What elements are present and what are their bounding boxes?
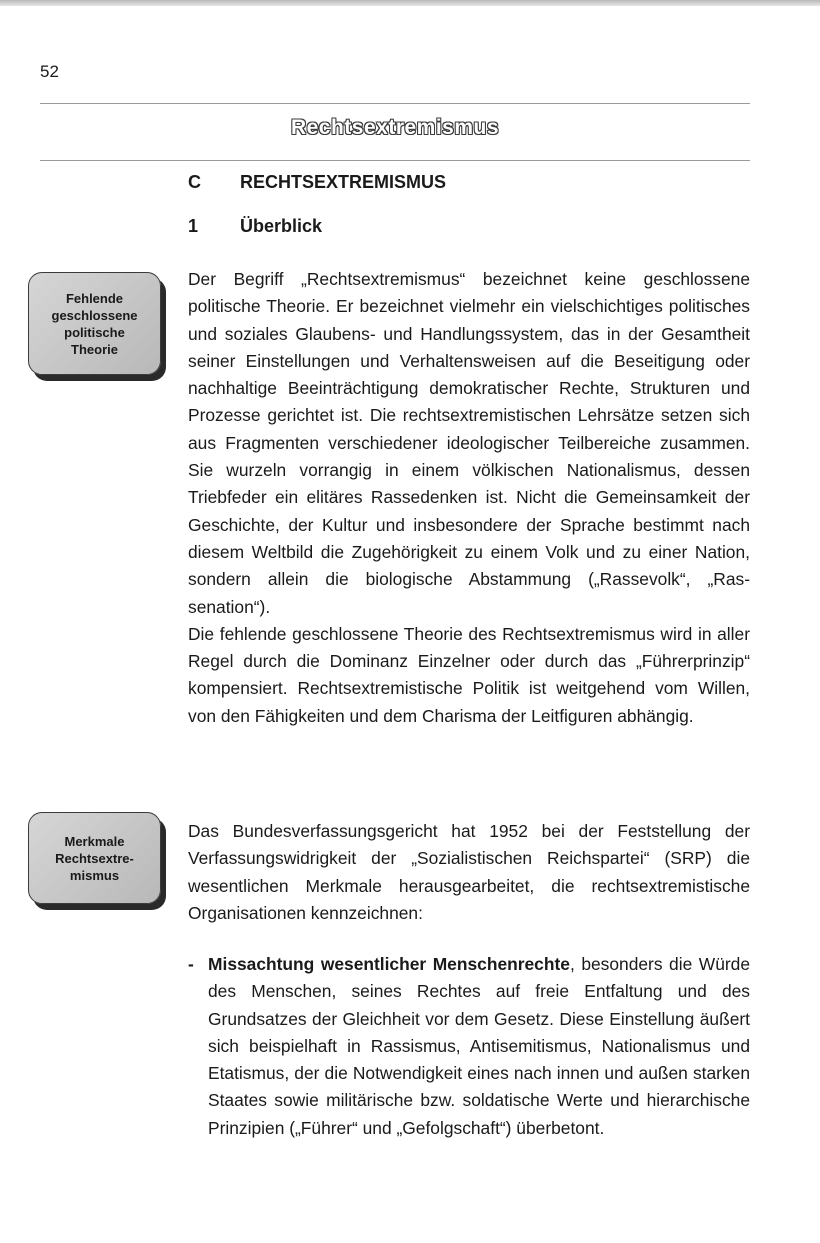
margin-note-theory [28,272,161,375]
page-number: 52 [40,62,59,81]
paragraph: Das Bundesverfassungsgericht hat 1952 bei der Feststellung der Verfassungswidrigkeit der „Sozialistischen Reichspartei“ (SRP) die wesentlichen Merkmale herausgearbeitet, die rechtsextremistische Organisationen kennzeichnen: [188,821,750,923]
chapter-heading [188,172,446,193]
header-rule-bottom [40,160,750,161]
body-text-block [188,818,750,927]
scan-top-edge [0,0,820,6]
margin-note-text: Merkmale Rechtsextre- mismus [55,833,134,883]
running-header: Rechtsextremismus [290,116,500,139]
header-rule-top [40,103,750,104]
bullet-marker: - [188,954,194,974]
section-heading [188,216,322,237]
paragraph: Der Begriff „Rechtsextremismus“ bezeichnet keine geschlossene politische Theorie. Er bezeichnet vielmehr ein vielschichtiges politisches und soziales Glaubens- und Handlungssystem, das in der Gesamtheit seiner Einstellungen und Verhaltensweisen auf die Beseitigung oder nachhaltige Beeinträchtigung demokratischer Rechte, Strukturen und Prozesse gerichtet ist. Die rechtsextremistischen Lehrsätze setzen sich aus Fragmenten verschiedener ideologischer Teilbereiche zusammen. Sie wurzeln vorrangig in einem völkischen Nationalismus, dessen Triebfeder ein elitäres Rassedenken ist. Nicht die Gemeinsamkeit der Geschichte, der Kultur und insbesondere der Sprache bestimmt nach diesem Weltbild die Zugehörigkeit zu einem Volk und zu einer Nation, sondern allein die biologische Abstammung („Rassevolk“, „Rassenation“). [188,269,750,617]
bullet-bold-lead: Missachtung wesentlicher Menschenrechte [208,954,570,974]
chapter-title: RECHTSEXTREMISMUS [240,172,447,192]
bullet-item [188,951,750,1142]
bullet-text [208,951,750,1142]
margin-note-text: Fehlende geschlossene politische Theorie [51,290,138,357]
paragraph: Die fehlende geschlossene Theorie des Rechtsextremismus wird in aller Regel durch die Dominanz Einzelner oder durch das „Führerprinzip“ kompensiert. Rechtsextremistische Politik ist weitgehend vom Willen, von den Fähigkeiten und dem Charisma der Leitfiguren abhängig. [188,623,750,726]
section-title: Überblick [240,216,323,236]
body-text-block [188,266,750,730]
section-number: 1 [188,216,199,236]
bullet-body: , besonders die Würde des Menschen, seines Rechtes auf freie Entfaltung und des Grundsatzes der Gleichheit vor dem Gesetz. Diese Einstellung äußert sich beispielhaft in Rassismus, Antisemitismus, Nationalismus und Etatismus, der die Notwendigkeit eines nach innen und außen starken Staates sowie militärische bzw. soldatische Werte und hierarchische Prinzipien („Führer“ und „Gefolgschaft“) überbetont. [208,954,751,1138]
margin-note-characteristics [28,812,161,904]
chapter-number: C [188,172,201,192]
